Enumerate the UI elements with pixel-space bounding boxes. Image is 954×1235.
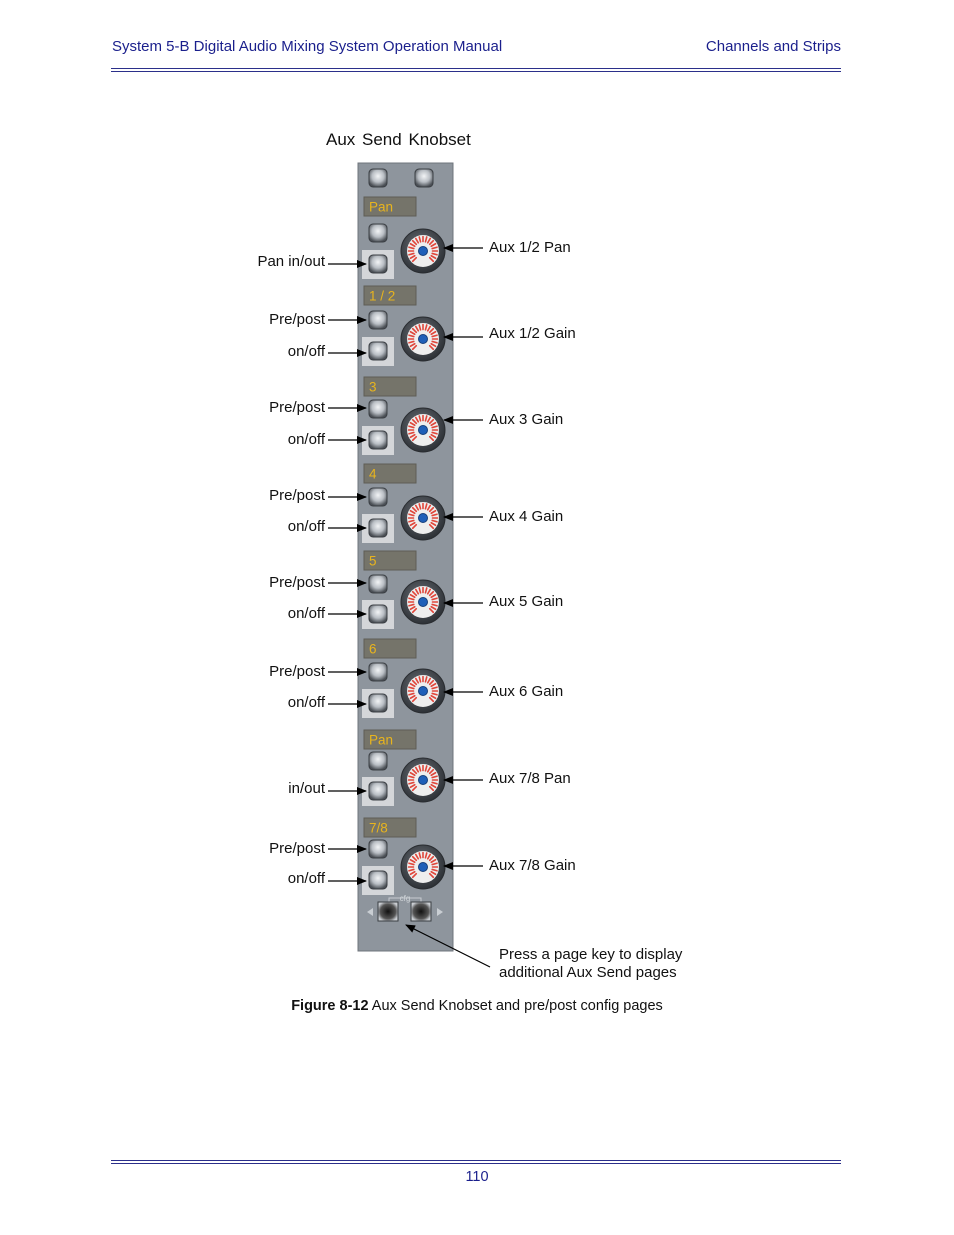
left-label-1: Pan in/out [257, 253, 325, 270]
pre-post-button-5 [369, 575, 387, 593]
aux-knob-4-center [419, 514, 428, 523]
top-button-left [369, 169, 387, 187]
page-key-note-line1: Press a page key to display [499, 946, 683, 963]
aux-knob-3-center [419, 426, 428, 435]
footer-rule-bottom [111, 1163, 841, 1164]
aux-knob-8-center [419, 863, 428, 872]
on-off-button-7 [369, 782, 387, 800]
header-section: Channels and Strips [705, 38, 841, 55]
left-label-3: on/off [287, 343, 325, 360]
left-label-13: Pre/post [269, 840, 325, 857]
display-label-3: 3 [369, 379, 377, 395]
figure-title: Aux Send Knobset [326, 130, 471, 149]
page-key-note-line2: additional Aux Send pages [499, 964, 677, 981]
cfg-label: cfg [399, 894, 411, 903]
header-title: System 5-B Digital Audio Mixing System Operation Manual [112, 38, 503, 55]
left-label-8: Pre/post [269, 574, 325, 591]
right-label-2: Aux 1/2 Gain [489, 325, 576, 342]
pre-post-button-6 [369, 663, 387, 681]
aux-knob-1-center [419, 247, 428, 256]
right-label-6: Aux 6 Gain [489, 683, 564, 700]
left-label-6: Pre/post [269, 487, 325, 504]
left-label-10: Pre/post [269, 663, 325, 680]
display-label-1: Pan [369, 199, 394, 215]
page-number: 110 [465, 1169, 489, 1185]
left-label-11: on/off [287, 694, 325, 711]
aux-knob-7-center [419, 776, 428, 785]
page-key-left [378, 902, 398, 921]
page-key-right [411, 902, 431, 921]
aux-knob-5-center [419, 598, 428, 607]
figure-caption [0, 998, 954, 1014]
display-label-8: 7/8 [369, 820, 388, 836]
aux-knob-2-center [419, 335, 428, 344]
pre-post-button-3 [369, 400, 387, 418]
left-label-12: in/out [288, 780, 325, 797]
right-label-1: Aux 1/2 Pan [489, 239, 571, 256]
footer-rule-top [111, 1160, 841, 1161]
pre-post-button-8 [369, 840, 387, 858]
right-label-7: Aux 7/8 Pan [489, 770, 571, 787]
pre-post-button-2 [369, 311, 387, 329]
on-off-button-8 [369, 871, 387, 889]
page-key-note [499, 946, 682, 982]
display-label-5: 5 [369, 553, 377, 569]
right-label-8: Aux 7/8 Gain [489, 857, 576, 874]
left-label-2: Pre/post [269, 311, 325, 328]
on-off-button-3 [369, 431, 387, 449]
on-off-button-5 [369, 605, 387, 623]
on-off-button-6 [369, 694, 387, 712]
right-label-4: Aux 4 Gain [489, 508, 564, 525]
on-off-button-4 [369, 519, 387, 537]
pre-post-button-1 [369, 224, 387, 242]
left-label-14: on/off [287, 870, 325, 887]
display-label-7: Pan [369, 732, 394, 748]
aux-knob-6-center [419, 687, 428, 696]
on-off-button-1 [369, 255, 387, 273]
left-label-7: on/off [287, 518, 325, 535]
display-label-2: 1 / 2 [369, 288, 396, 304]
figure-caption-label: Figure 8-12 [291, 998, 369, 1014]
figure-caption-text: Aux Send Knobset and pre/post config pages [368, 998, 663, 1014]
display-label-4: 4 [369, 466, 377, 482]
right-label-3: Aux 3 Gain [489, 411, 564, 428]
left-label-9: on/off [287, 605, 325, 622]
top-button-right [415, 169, 433, 187]
display-label-6: 6 [369, 641, 377, 657]
pre-post-button-7 [369, 752, 387, 770]
pre-post-button-4 [369, 488, 387, 506]
left-label-5: on/off [287, 431, 325, 448]
right-label-5: Aux 5 Gain [489, 593, 564, 610]
left-label-4: Pre/post [269, 399, 325, 416]
on-off-button-2 [369, 342, 387, 360]
